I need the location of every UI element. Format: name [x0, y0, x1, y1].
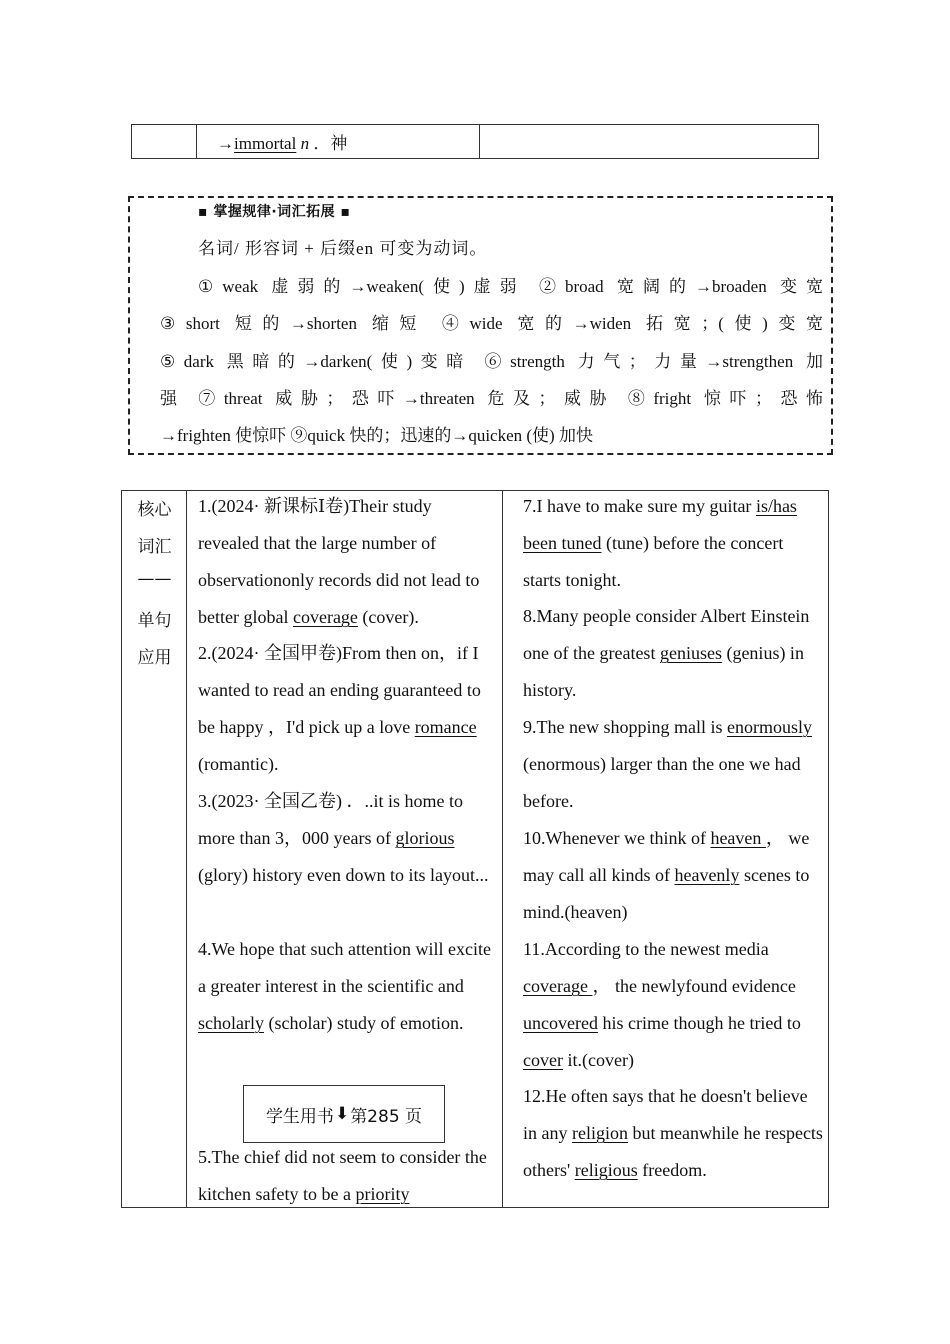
top-table-cell-1	[132, 125, 197, 158]
answer: enormously	[726, 717, 812, 737]
answer: scholarly	[198, 1013, 264, 1033]
rule-line: ③short 短的→shorten 缩短 ④wide 宽的→widen 拓宽；(使)变宽	[160, 314, 823, 334]
answer: cover	[523, 1050, 563, 1070]
answer: is/has been tuned	[523, 496, 797, 553]
rule-line: ⑤dark 黑暗的→darken(使)变暗 ⑥strength 力气；力量→strengthen 加	[160, 351, 823, 371]
exercise-table	[121, 490, 829, 1208]
exercise-item-9: 9.The new shopping mall is enormously (enormous) larger than the one we had before.	[523, 717, 812, 811]
answer: coverage	[292, 607, 358, 627]
top-table-fragment	[131, 124, 819, 159]
answer: geniuses	[659, 643, 722, 663]
exercise-item-3: 3.(2023· 全国乙卷) ．..it is home to more than 3，000 years of glorious (glory) history even down to its layout...	[198, 791, 489, 885]
header-line: 核心	[137, 500, 172, 520]
rule-line: 强 ⑦threat 威胁；恐吓→threaten 危及；威胁 ⑧fright 惊吓；恐怖	[160, 388, 823, 408]
student-book-page-reference: 学生用书 ⬇ 第285 页	[243, 1085, 445, 1143]
part-of-speech: n	[300, 134, 310, 153]
exercise-item-8: 8.Many people consider Albert Einstein one of the greatest geniuses (genius) in history.	[523, 606, 810, 700]
answer: religion	[572, 1123, 628, 1143]
rule-line: →frighten 使惊吓 ⑨quick 快的；迅速的→quicken (使) 加快	[160, 426, 593, 446]
answer: heavenly	[674, 865, 740, 885]
exercise-item-5: 5.The chief did not seem to consider the kitchen safety to be a priority	[198, 1147, 487, 1204]
answer: glorious	[395, 828, 455, 848]
header-line: ——	[137, 569, 172, 589]
exercise-item-12: 12.He often says that he doesn't believe in any religion but meanwhile he respects others' religious freedom.	[523, 1086, 823, 1180]
exercise-item-7: 7.I have to make sure my guitar is/has been tuned (tune) before the concert starts tonight.	[523, 496, 797, 590]
exercise-item-4: 4.We hope that such attention will excite a greater interest in the scientific and scholarly (scholar) study of emotion.	[198, 939, 491, 1033]
exercise-column-left	[187, 491, 503, 1207]
header-line: 单句	[137, 611, 172, 631]
answer: uncovered	[523, 1013, 598, 1033]
answer: coverage	[523, 976, 593, 996]
answer: romance	[414, 717, 477, 737]
rule-examples	[160, 268, 823, 454]
definition: ．神	[309, 134, 348, 153]
rule-line: ①weak 虚弱的→weaken(使)虚弱 ②broad 宽阔的→broaden 变宽	[198, 277, 823, 296]
exercise-item-2: 2.(2024· 全国甲卷)From then on，if I wanted to read an ending guaranteed to be happy ，I'd pick up a love romance (romantic).	[198, 643, 481, 774]
immortal-entry	[217, 129, 347, 154]
rule-box-title: ▪ 掌握规律·词汇拓展 ▪	[198, 204, 351, 220]
vocabulary-expansion-box	[128, 196, 833, 455]
top-table-cell-2	[197, 125, 480, 158]
exercise-item-10: 10.Whenever we think of heaven ， we may call all kinds of heavenly scenes to mind.(heaven)	[523, 828, 810, 922]
answer: religious	[574, 1160, 638, 1180]
exercise-item-1: 1.(2024· 新课标Ⅰ卷)Their study revealed that the large number of observationonly records did not lead to better global coverage (cover).	[198, 496, 480, 627]
header-line: 词汇	[137, 537, 172, 557]
exercise-column-right	[503, 491, 828, 1207]
exercise-item-11: 11.According to the newest media coverage ， the newlyfound evidence uncovered his crime though he tried to cover it.(cover)	[523, 939, 801, 1070]
arrow: →	[217, 134, 234, 153]
arrow-down-icon: ⬇	[334, 1104, 350, 1124]
header-line: 应用	[137, 648, 172, 668]
answer: heaven	[710, 828, 766, 848]
immortal-word: immortal	[234, 134, 297, 153]
answer: priority	[355, 1184, 410, 1204]
rule-intro: 名词/ 形容词 + 后缀en 可变为动词。	[198, 239, 488, 258]
section-header-column	[122, 491, 187, 1207]
